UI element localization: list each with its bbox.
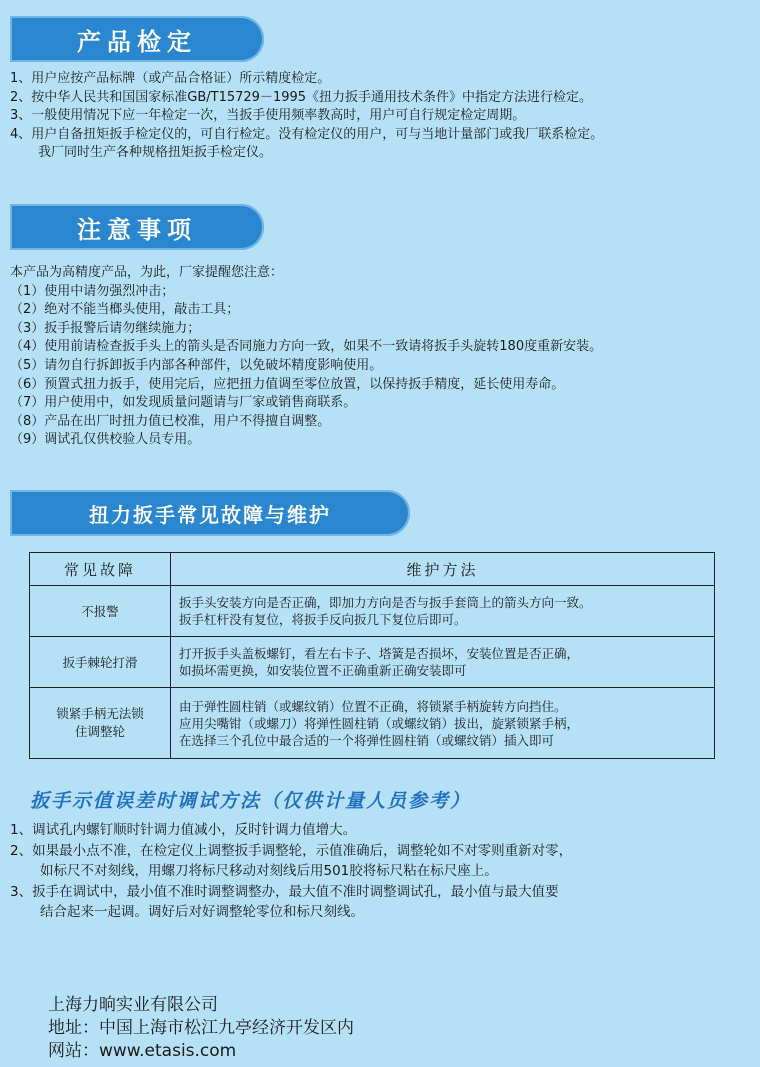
list-item: （2）绝对不能当榔头使用，敲击工具；	[10, 302, 240, 318]
fault-cell: 不报警	[30, 586, 171, 637]
list-item: 3、一般使用情况下应一年检定一次，当扳手使用频率教高时，用户可自行规定检定周期。	[10, 108, 526, 124]
method-line: 打开扳手头盖板螺钉，看左右卡子、塔簧是否损坏，安装位置是否正确，	[179, 646, 580, 661]
notes-title: 注意事项	[77, 215, 197, 244]
list-item: （7）用户使用中，如发现质量问题请与厂家或销售商联系。	[10, 395, 357, 411]
list-item: （1）使用中请勿强烈冲击；	[10, 283, 175, 299]
table-row	[30, 688, 715, 759]
method-cell	[171, 637, 715, 688]
calibration-list	[10, 820, 750, 923]
method-line: 应用尖嘴钳（或螺刀）将弹性圆柱销（或螺纹销）拔出，旋紧锁紧手柄，	[179, 715, 580, 731]
company-name: 上海力晌实业有限公司	[48, 995, 218, 1015]
fault-cell	[30, 688, 171, 759]
method-line: 由于弹性圆柱销（或螺纹销）位置不正确，将锁紧手柄旋转方向挡住。	[179, 698, 567, 714]
list-item: （4）使用前请检查扳手头上的箭头是否同施力方向一致，如果不一致请将扳手头旋转180度重新安装。	[10, 339, 603, 355]
list-item: 我厂同时生产各种规格扭矩扳手检定仪。	[38, 145, 273, 161]
fault-table	[29, 552, 715, 759]
list-item: 如标尺不对刻线，用螺刀将标尺移动对刻线后用501胶将标尺粘在标尺座上。	[40, 863, 498, 879]
table-row	[30, 586, 715, 637]
method-line: 如损坏需更换，如安装位置不正确重新正确安装即可	[179, 663, 467, 678]
list-item: （6）预置式扭力扳手，使用完后，应把扭力值调至零位放置，以保持扳手精度，延长使用寿命。	[10, 376, 565, 392]
method-line: 扳手杠杆没有复位，将扳手反向扳几下复位后即可。	[179, 612, 467, 627]
header-fault: 常见故障	[30, 553, 171, 586]
faults-banner	[10, 490, 410, 536]
list-item: 2、如果最小点不准，在检定仪上调整扳手调整轮，示值准确后，调整轮如不对零则重新对零，	[10, 842, 573, 859]
list-item: （3）扳手报警后请勿继续施力；	[10, 320, 201, 336]
company-website[interactable]: 网站：www.etasis.com	[48, 1041, 237, 1061]
method-line: 在选择三个孔位中最合适的一个将弹性圆柱销（或螺纹销）插入即可	[179, 732, 555, 748]
list-item: （8）产品在出厂时扭力值已校准，用户不得擅自调整。	[10, 413, 331, 429]
method-cell	[171, 586, 715, 637]
list-item: 结合起来一起调。调好后对好调整轮零位和标尺刻线。	[40, 904, 364, 920]
list-item: （5）请勿自行拆卸扳手内部各种部件，以免破坏精度影响使用。	[10, 357, 383, 373]
calibration-title: 扳手示值误差时调试方法（仅供计量人员参考）	[30, 790, 472, 812]
list-item: 2、按中华人民共和国国家标准GB/T15729－1995《扭力扳手通用技术条件》中指定方法进行检定。	[10, 89, 593, 105]
company-address: 地址：中国上海市松江九亭经济开发区内	[48, 1018, 354, 1038]
method-line: 扳手头安装方向是否正确，即加力方向是否与扳手套筒上的箭头方向一致。	[179, 595, 592, 610]
table-row	[30, 637, 715, 688]
inspection-banner	[10, 16, 264, 62]
notes-list	[10, 264, 750, 450]
company-info	[48, 994, 354, 1063]
inspection-title: 产品检定	[77, 27, 197, 56]
list-item: （9）调试孔仅供校验人员专用。	[10, 432, 201, 448]
fault-text: 锁紧手柄无法锁住调整轮	[56, 706, 144, 739]
inspection-list	[10, 70, 750, 163]
table-header-row	[30, 553, 715, 586]
header-method: 维护方法	[171, 553, 715, 586]
list-item: 4、用户自备扭矩扳手检定仪的，可自行检定。没有检定仪的用户，可与当地计量部门或我厂联系检定。	[10, 126, 604, 142]
notes-banner	[10, 204, 264, 250]
list-item: 1、调试孔内螺钉顺时针调力值减小，反时针调力值增大。	[10, 822, 357, 838]
list-item: 1、用户应按产品标牌（或产品合格证）所示精度检定。	[10, 71, 331, 86]
faults-title: 扭力扳手常见故障与维护	[89, 502, 331, 527]
method-cell	[171, 688, 715, 759]
notes-intro: 本产品为高精度产品，为此，厂家提醒您注意：	[10, 265, 284, 280]
list-item: 3、扳手在调试中，最小值不准时调整调整办，最大值不准时调整调试孔，最小值与最大值要	[10, 883, 559, 900]
fault-cell: 扳手棘轮打滑	[30, 637, 171, 688]
